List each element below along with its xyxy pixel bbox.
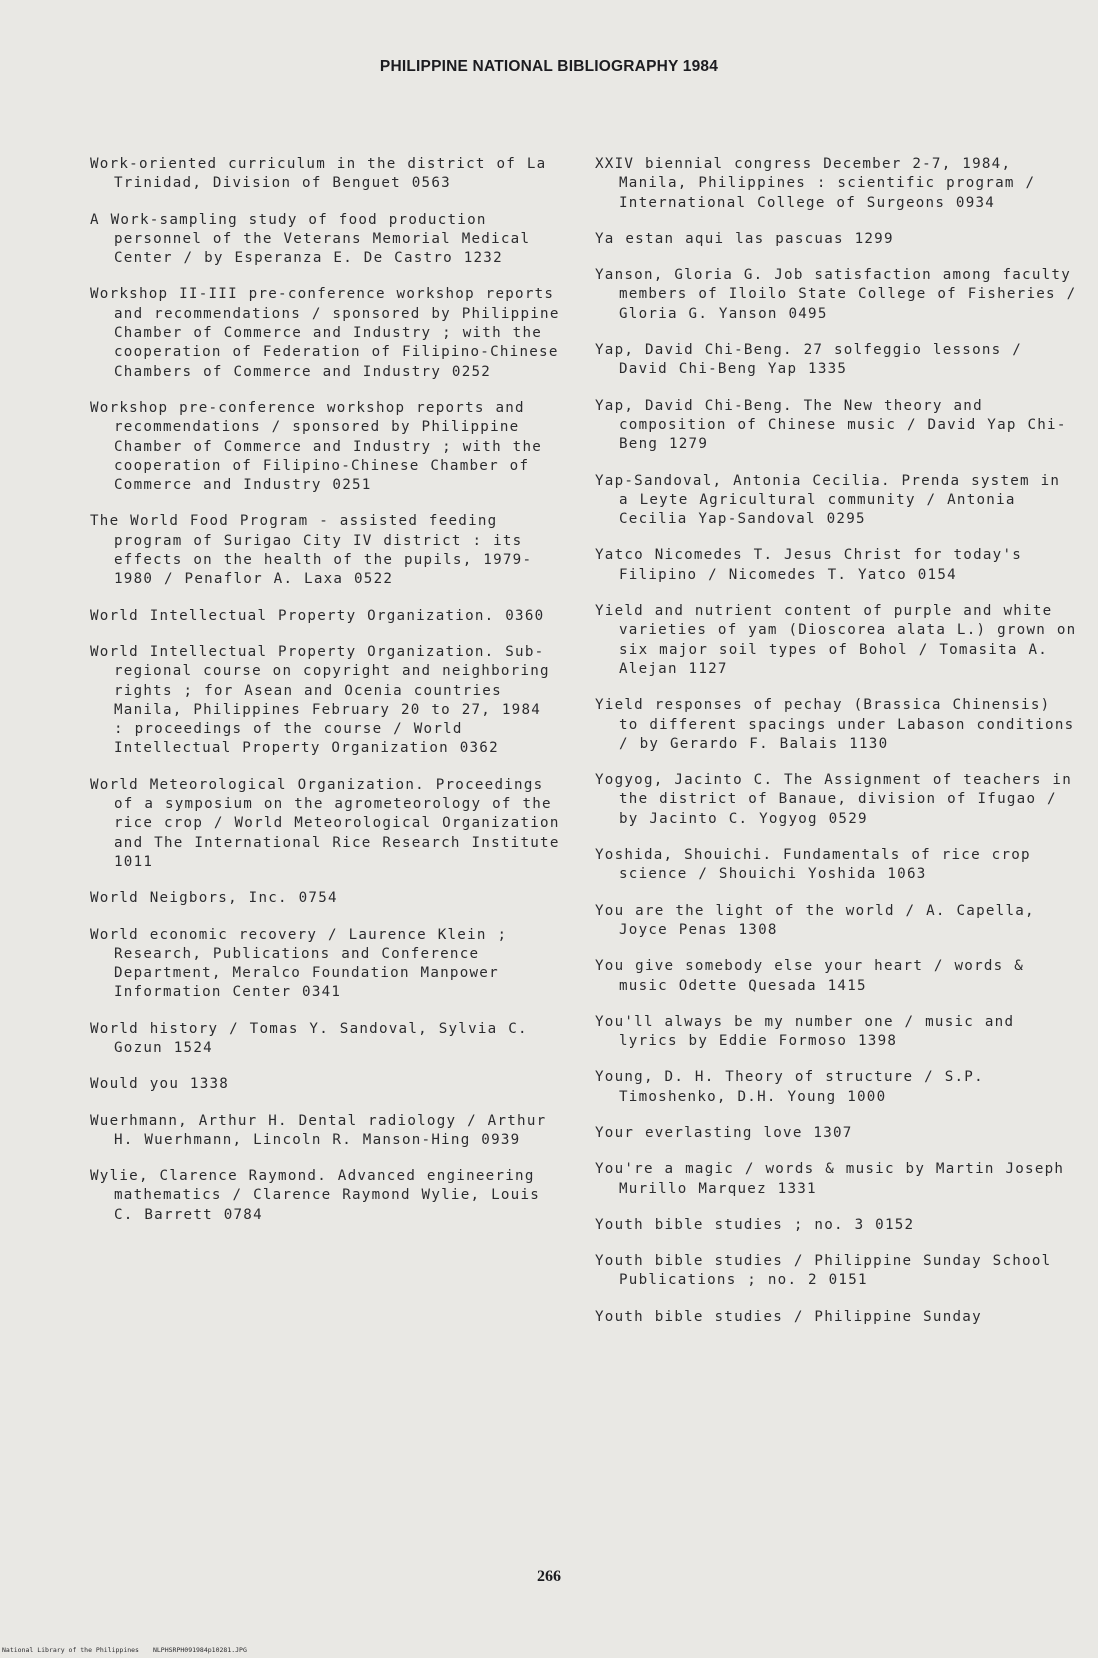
bibliography-entry: Yield and nutrient content of purple and white varieties of yam (Dioscorea alata L.) grown on six major soil types of Bohol / Tomasita A. Alejan 1127 (595, 603, 1077, 677)
bibliography-entry: Yogyog, Jacinto C. The Assignment of teachers in the district of Banaue, division of Ifugao / by Jacinto C. Yogyog 0529 (595, 772, 1072, 827)
bibliography-entry: Would you 1338 (90, 1076, 230, 1093)
bibliography-entry: Work-oriented curriculum in the district of La Trinidad, Division of Benguet 0563 (90, 156, 547, 192)
footer-file-name: NLPHSRPH091984p10281.JPG (152, 1646, 247, 1654)
bibliography-entry: Yap-Sandoval, Antonia Cecilia. Prenda system in a Leyte Agricultural community / Antonia Cecilia Yap-Sandoval 0295 (595, 472, 1061, 528)
bibliography-entry: You are the light of the world / A. Capella, Joyce Penas 1308 (595, 902, 1035, 938)
bibliography-entry: Wuerhmann, Arthur H. Dental radiology / Arthur H. Wuerhmann, Lincoln R. Manson-Hing 0939 (90, 1112, 547, 1148)
bibliography-entry: Youth bible studies / Philippine Sunday School Publications ; no. 2 0151 (595, 1253, 1052, 1289)
footer-library-name: National Library of the Philippines (2, 1646, 139, 1654)
bibliography-entry: XXIV biennial congress December 2-7, 1984, Manila, Philippines : scientific program / International College of Surgeons 0934 (595, 156, 1036, 211)
bibliography-entry: Youth bible studies / Philippine Sunday (595, 1308, 982, 1325)
bibliography-entry: World history / Tomas Y. Sandoval, Sylvia C. Gozun 1524 (90, 1020, 528, 1056)
bibliography-entry: A Work-sampling study of food production personnel of the Veterans Memorial Medical Center / by Esperanza E. De Castro 1232 (90, 211, 531, 267)
bibliography-entry: World Intellectual Property Organization. 0360 (90, 607, 545, 624)
bibliography-entry: You give somebody else your heart / words & music Odette Quesada 1415 (595, 958, 1025, 994)
bibliography-entry: Yield responses of pechay (Brassica Chinensis) to different spacings under Labason conditions / by Gerardo F. Balais 1130 (595, 697, 1075, 752)
bibliography-entry: World Neigbors, Inc. 0754 (90, 890, 338, 907)
bibliography-entry: World Meteorological Organization. Proceedings of a symposium on the agrometeorology of the rice crop / World Meteorological Organization and The International Rice Research Institute 1011 (90, 776, 560, 870)
bibliography-entry: Wylie, Clarence Raymond. Advanced engineering mathematics / Clarence Raymond Wylie, Louis C. Barrett 0784 (90, 1168, 541, 1223)
bibliography-entry: World economic recovery / Laurence Klein ; Research, Publications and Conference Department, Meralco Foundation Manpower Information Center 0341 (90, 926, 508, 1001)
bibliography-entry: You're a magic / words & music by Martin Joseph Murillo Marquez 1331 (595, 1161, 1065, 1197)
bibliography-entry: Yoshida, Shouichi. Fundamentals of rice crop science / Shouichi Yoshida 1063 (595, 847, 1031, 883)
bibliography-entry: Workshop pre-conference workshop reports and recommendations / sponsored by Philippine Chamber of Commerce and Industry ; with the cooperation of Filipino-Chinese Chamber of Commerce and Industry 0251 (90, 399, 543, 494)
bibliography-entry: Yap, David Chi-Beng. 27 solfeggio lessons / David Chi-Beng Yap 1335 (595, 342, 1023, 378)
scan-footer (2, 1646, 247, 1654)
bibliography-entry: Yap, David Chi-Beng. The New theory and composition of Chinese music / David Yap Chi-Beng 1279 (595, 397, 1067, 453)
page-title: PHILIPPINE NATIONAL BIBLIOGRAPHY 1984 (379, 58, 719, 75)
left-column (90, 155, 560, 1242)
bibliography-entry: World Intellectual Property Organization. Sub-regional course on copyright and neighboring rights ; for Asean and Ocenia countries Manila, Philippines February 20 to 27, 1984 : proceedings of the course / World Intellectual Property Organization 0362 (90, 643, 550, 757)
bibliography-entry: You'll always be my number one / music and lyrics by Eddie Formoso 1398 (595, 1013, 1015, 1050)
bibliography-entry: Your everlasting love 1307 (595, 1124, 853, 1141)
bibliography-entry: Young, D. H. Theory of structure / S.P. Timoshenko, D.H. Young 1000 (595, 1069, 984, 1105)
bibliography-entry: Workshop II-III pre-conference workshop reports and recommendations / sponsored by Philippine Chamber of Commerce and Industry ; with the cooperation of Federation of Filipino-Chinese Chambers of Commerce and Industry 0252 (90, 286, 560, 380)
bibliography-entry: Ya estan aqui las pascuas 1299 (595, 230, 894, 247)
page-number: 266 (537, 1568, 561, 1585)
bibliography-entry: Yanson, Gloria G. Job satisfaction among faculty members of Iloilo State College of Fisheries / Gloria G. Yanson 0495 (595, 267, 1077, 322)
right-column (595, 155, 1080, 1344)
bibliography-entry: Youth bible studies ; no. 3 0152 (595, 1216, 915, 1233)
bibliography-entry: The World Food Program - assisted feeding program of Surigao City IV district : its effects on the health of the pupils, 1979-1980 / Penaflor A. Laxa 0522 (90, 513, 533, 588)
bibliography-entry: Yatco Nicomedes T. Jesus Christ for today's Filipino / Nicomedes T. Yatco 0154 (595, 547, 1023, 583)
